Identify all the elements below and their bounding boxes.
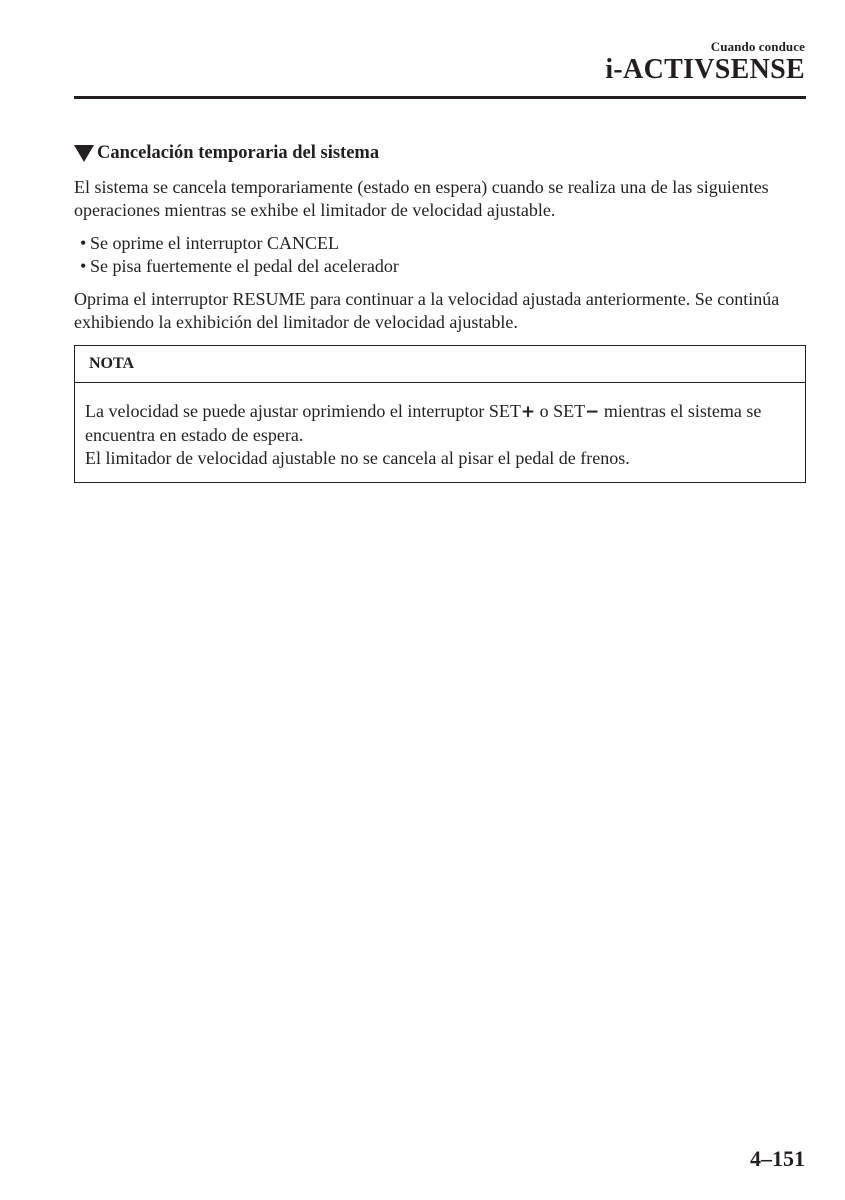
- header-divider: [74, 96, 806, 99]
- subsection-heading-text: Cancelación temporaria del sistema: [97, 143, 380, 163]
- subsection-heading: [74, 140, 806, 166]
- bullet-list: [74, 232, 806, 278]
- list-item-text: Se oprime el interruptor CANCEL: [90, 233, 339, 253]
- note-title: NOTA: [75, 346, 805, 383]
- intro-paragraph: El sistema se cancela temporariamente (estado en espera) cuando se realiza una de las siguientes operaciones mientras se exhibe el limitador de velocidad ajustable.: [74, 177, 769, 220]
- section-title: i-ACTIVSENSE: [605, 54, 805, 85]
- bullet-dot: •: [80, 256, 87, 276]
- minus-symbol: −: [585, 402, 600, 422]
- bullet-dot: •: [80, 233, 87, 253]
- main-content: [74, 140, 806, 483]
- note-text: o SET: [535, 401, 586, 421]
- plus-symbol: +: [520, 402, 536, 422]
- chapter-title: Cuando conduce: [710, 39, 805, 54]
- note-box: [74, 345, 806, 483]
- note-body: [75, 383, 805, 482]
- list-item-text: Se pisa fuertemente el pedal del acelerador: [90, 256, 399, 276]
- resume-paragraph: Oprima el interruptor RESUME para continuar a la velocidad ajustada anteriormente. Se continúa exhibiendo la exhibición del limitador de velocidad ajustable.: [74, 289, 780, 332]
- note-text: mientras el sistema se encuentra en estado de espera.: [85, 401, 762, 445]
- page-number: 4–151: [750, 1146, 805, 1171]
- list-item: [80, 232, 806, 255]
- down-triangle-icon: [74, 145, 94, 162]
- list-item: [80, 255, 806, 278]
- note-text: La velocidad se puede ajustar oprimiendo el interruptor SET: [85, 401, 521, 421]
- note-line-1: [85, 400, 795, 447]
- note-line-2: El limitador de velocidad ajustable no se cancela al pisar el pedal de frenos.: [85, 448, 630, 468]
